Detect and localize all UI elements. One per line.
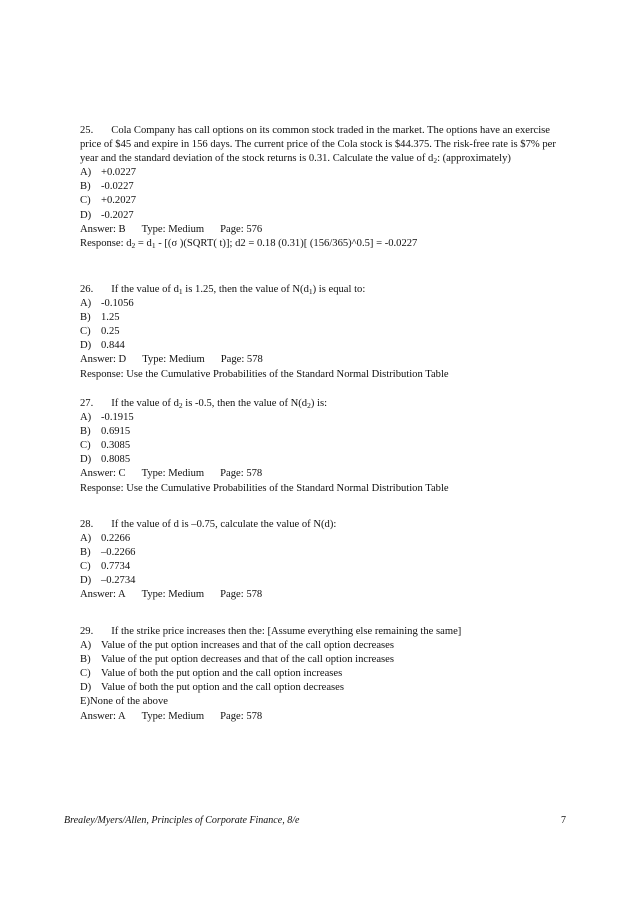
choice-letter: A) <box>80 640 92 652</box>
choice-letter: C) <box>80 195 91 207</box>
answer-line <box>80 223 570 237</box>
choice-text: Value of both the put option and the call option increases <box>101 668 343 680</box>
choice-letter: A) <box>80 412 92 424</box>
subscript: 2 <box>307 401 311 410</box>
stem-text: If the value of d <box>111 284 179 295</box>
choice-text: 0.3085 <box>101 440 131 452</box>
stem-text: ) is equal to: <box>312 284 366 295</box>
answer: Answer: A <box>80 710 126 722</box>
stem-text: is 1.25, then the value of N(d <box>182 284 309 295</box>
choice-text: 0.2266 <box>101 533 131 545</box>
subscript: 1 <box>308 287 313 296</box>
choice-letter: A) <box>80 533 92 545</box>
question-number: 28. <box>80 519 94 530</box>
choice-text: 0.8085 <box>101 454 131 466</box>
choice-letter: D) <box>80 575 92 587</box>
question-29 <box>80 625 570 724</box>
question-stem <box>80 397 570 411</box>
choice-b <box>80 425 570 439</box>
answer: Answer: B <box>80 223 126 235</box>
choice-text: -0.2027 <box>101 209 134 221</box>
response-text: - [(σ )(SQRT( t)]; d2 = 0.18 (0.31)[ (156/365)^0.5] = -0.0227 <box>155 237 418 249</box>
answer: Answer: A <box>80 589 126 601</box>
choice-text: 0.7734 <box>101 561 131 573</box>
choice-b <box>80 546 570 560</box>
choice-letter: C) <box>80 668 91 680</box>
answer: Answer: C <box>80 468 126 480</box>
choice-letter: B) <box>80 312 91 324</box>
choice-a <box>80 297 570 311</box>
choice-text: -0.1915 <box>101 412 134 424</box>
choice-text: –0.2266 <box>101 547 136 559</box>
choice-d <box>80 574 570 588</box>
choice-e: E)None of the above <box>80 696 168 708</box>
answer-line <box>80 353 570 367</box>
choice-letter: C) <box>80 326 91 338</box>
book-citation: Brealey/Myers/Allen, Principles of Corporate Finance, 8/e <box>64 815 300 826</box>
choice-b <box>80 311 570 325</box>
choice-text: -0.1056 <box>101 298 134 310</box>
stem-text: If the strike price increases then the: [Assume everything else remaining the same] <box>111 626 462 637</box>
choice-text: Value of both the put option and the call option decreases <box>101 682 344 694</box>
answer-line <box>80 588 570 602</box>
stem-text: : (approximately) <box>437 153 511 165</box>
stem-text: ) is: <box>310 398 328 409</box>
choice-d <box>80 453 570 467</box>
difficulty: Type: Medium <box>141 589 205 601</box>
page-ref: Page: 578 <box>220 354 263 366</box>
question-26 <box>80 283 570 382</box>
response-text: Response: d <box>80 237 132 249</box>
choice-d <box>80 209 570 223</box>
choice-text: Value of the put option decreases and that of the call option increases <box>101 654 394 666</box>
choice-letter: D) <box>80 682 92 694</box>
response-text: = d <box>135 237 152 249</box>
answer: Answer: D <box>80 354 127 366</box>
choice-letter: D) <box>80 340 92 352</box>
response-line: Response: Use the Cumulative Probabilities of the Standard Normal Distribution Table <box>80 482 449 494</box>
question-number: 27. <box>80 398 94 409</box>
choice-text: –0.2734 <box>101 575 136 587</box>
choice-d <box>80 339 570 353</box>
stem-text: If the value of d is –0.75, calculate the value of N(d): <box>111 519 337 530</box>
question-28 <box>80 518 570 603</box>
choice-c <box>80 439 570 453</box>
stem-text: If the value of d <box>111 398 179 409</box>
choice-letter: C) <box>80 561 91 573</box>
choice-letter: A) <box>80 298 92 310</box>
choice-text: 0.6915 <box>101 426 131 438</box>
choice-letter: D) <box>80 209 92 221</box>
answer-line <box>80 467 570 481</box>
choice-text: -0.0227 <box>101 181 134 193</box>
choice-letter: D) <box>80 454 92 466</box>
question-number: 26. <box>80 284 94 295</box>
choice-c <box>80 667 570 681</box>
choice-letter: B) <box>80 654 91 666</box>
choice-c <box>80 194 570 208</box>
choice-a <box>80 411 570 425</box>
question-number: 25. <box>80 125 94 136</box>
difficulty: Type: Medium <box>142 354 205 366</box>
choice-d <box>80 681 570 695</box>
page-footer <box>64 815 574 826</box>
subscript: 2 <box>433 156 438 166</box>
choice-letter: B) <box>80 547 91 559</box>
choice-text: 0.25 <box>101 326 120 338</box>
choice-b <box>80 180 570 194</box>
subscript: 2 <box>131 240 136 250</box>
page-ref: Page: 578 <box>220 710 263 722</box>
page-ref: Page: 576 <box>220 223 263 235</box>
stem-text: Cola Company has call options on its common stock traded in the market. The options have an exercise price of $45 and expire in 156 days. The current price of the Cola stock is $44.375. The risk-free rate is $7% per year and the standard deviation of the stock returns is 0.31. Calculate the value of d <box>80 125 556 165</box>
choice-c <box>80 560 570 574</box>
choice-letter: A) <box>80 167 92 179</box>
question-25 <box>80 124 570 251</box>
choice-letter: B) <box>80 181 91 193</box>
page-ref: Page: 578 <box>220 589 263 601</box>
response-line <box>80 237 570 251</box>
response-line: Response: Use the Cumulative Probabilities of the Standard Normal Distribution Table <box>80 368 449 380</box>
choice-letter: C) <box>80 440 91 452</box>
question-stem <box>80 283 570 297</box>
choice-b <box>80 653 570 667</box>
difficulty: Type: Medium <box>141 223 205 235</box>
page-number: 7 <box>561 815 566 826</box>
stem-text: is -0.5, then the value of N(d <box>182 398 308 409</box>
choice-letter: B) <box>80 426 91 438</box>
question-stem <box>80 124 570 166</box>
choice-c <box>80 325 570 339</box>
question-stem <box>80 625 570 639</box>
subscript: 1 <box>178 287 183 296</box>
page-ref: Page: 578 <box>220 468 263 480</box>
difficulty: Type: Medium <box>141 468 205 480</box>
choice-a <box>80 532 570 546</box>
choice-a <box>80 639 570 653</box>
choice-text: +0.0227 <box>101 167 137 179</box>
choice-text: 0.844 <box>101 340 125 352</box>
question-27 <box>80 397 570 496</box>
answer-line <box>80 710 570 724</box>
question-stem <box>80 518 570 532</box>
choice-a <box>80 166 570 180</box>
subscript: 1 <box>151 240 156 250</box>
subscript: 2 <box>178 401 183 410</box>
choice-text: 1.25 <box>101 312 120 324</box>
difficulty: Type: Medium <box>141 710 205 722</box>
choice-text: Value of the put option increases and that of the call option decreases <box>101 640 394 652</box>
question-number: 29. <box>80 626 94 637</box>
choice-text: +0.2027 <box>101 195 137 207</box>
